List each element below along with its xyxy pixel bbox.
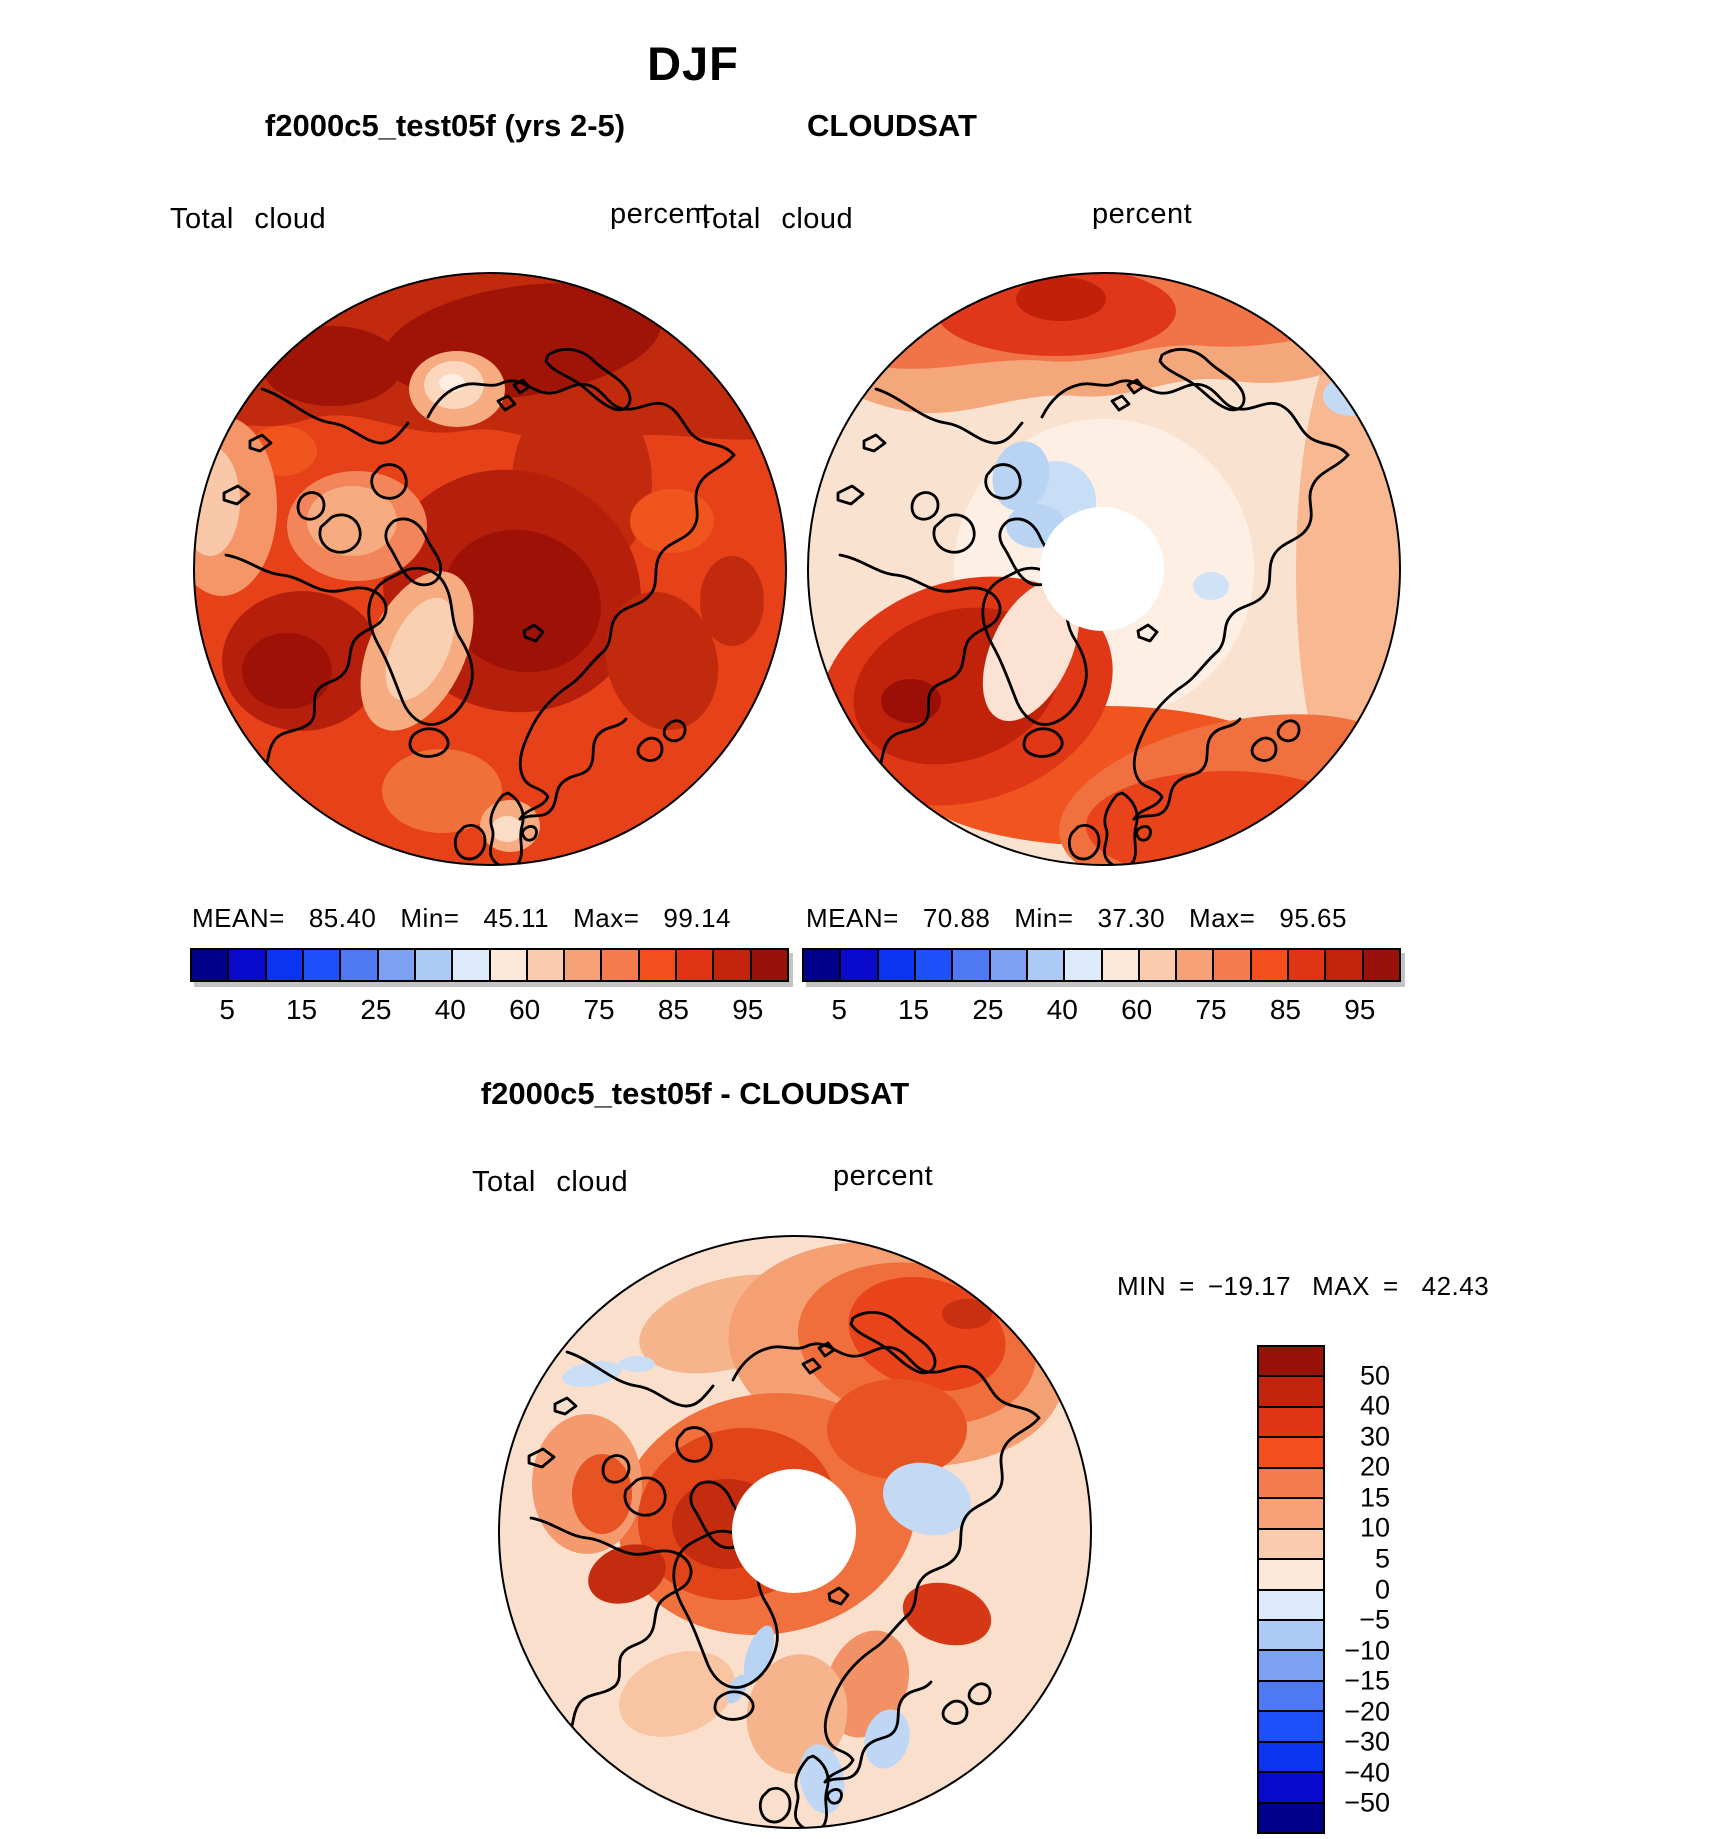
diff-map	[497, 1234, 1093, 1830]
stat-label: MEAN=	[806, 903, 899, 933]
tick-label: −15	[1344, 1665, 1390, 1696]
colorbar-cell	[1259, 1619, 1323, 1649]
colorbar-cell	[1259, 1375, 1323, 1405]
colorbar-cell	[712, 950, 749, 980]
colorbar-cell	[1138, 950, 1175, 980]
stat-label: Min=	[1014, 903, 1074, 933]
colorbar-cell	[451, 950, 488, 980]
colorbar-cell	[414, 950, 451, 980]
tick-label: −20	[1344, 1696, 1390, 1727]
tick-label: 40	[1359, 1390, 1390, 1421]
colorbar-cell	[1259, 1741, 1323, 1771]
min-label: MIN	[1117, 1271, 1167, 1301]
tick-label: 95	[1344, 994, 1376, 1025]
colorbar-cell	[1063, 950, 1100, 980]
obs-panel-title: CLOUDSAT	[807, 108, 977, 143]
max-label: MAX	[1312, 1271, 1370, 1301]
tick-label: 75	[1195, 994, 1227, 1025]
colorbar-cell	[877, 950, 914, 980]
tick-label: 5	[1374, 1543, 1390, 1574]
colorbar-cell	[1259, 1771, 1323, 1801]
stat-label: MEAN=	[192, 903, 285, 933]
colorbar-cell	[951, 950, 988, 980]
tick-label: −30	[1344, 1726, 1390, 1757]
diff-minmax-row	[1117, 1271, 1489, 1302]
tick-label: 15	[285, 994, 318, 1025]
model-map	[192, 271, 788, 867]
tick-label: 95	[732, 994, 764, 1025]
obs-units-label: percent	[1092, 198, 1193, 230]
tick-label: −10	[1344, 1635, 1390, 1666]
colorbar-cell	[1259, 1528, 1323, 1558]
model-field-label: Total cloud	[170, 203, 327, 235]
equals-sign: =	[1179, 1271, 1195, 1301]
diff-colorbar	[1257, 1345, 1325, 1834]
max-value: 42.43	[1421, 1271, 1490, 1301]
colorbar-cell	[600, 950, 637, 980]
colorbar-cell	[1259, 1802, 1323, 1832]
stat-label: Max=	[573, 903, 640, 933]
tick-label: 60	[509, 994, 541, 1025]
colorbar-cell	[1287, 950, 1324, 980]
tick-label: 85	[1269, 994, 1302, 1025]
stat-label: Max=	[1189, 903, 1256, 933]
model-units-label: percent	[610, 198, 711, 230]
tick-label: 10	[1359, 1512, 1390, 1543]
colorbar-cell	[265, 950, 302, 980]
tick-label: −50	[1344, 1787, 1390, 1818]
tick-label: 50	[1359, 1360, 1390, 1391]
stat-value: 85.40	[308, 903, 377, 933]
colorbar-cell	[1362, 950, 1399, 980]
colorbar-cell	[1259, 1497, 1323, 1527]
colorbar-cell	[1259, 1710, 1323, 1740]
colorbar-cell	[1259, 1558, 1323, 1588]
tick-label: −5	[1359, 1604, 1390, 1635]
obs-map	[806, 271, 1402, 867]
model-colorbar	[190, 948, 789, 982]
tick-label: 20	[1359, 1451, 1390, 1482]
tick-label: 5	[219, 994, 235, 1025]
colorbar-cell	[1324, 950, 1361, 980]
diff-field-label: Total cloud	[472, 1166, 629, 1198]
tick-label: 5	[831, 994, 847, 1025]
obs-colorbar	[802, 948, 1401, 982]
colorbar-cell	[1175, 950, 1212, 980]
colorbar-cell	[638, 950, 675, 980]
model-colorbar-ticks	[190, 994, 785, 1026]
colorbar-cell	[914, 950, 951, 980]
equals-sign: =	[1382, 1271, 1399, 1301]
colorbar-cell	[1212, 950, 1249, 980]
colorbar-cell	[1259, 1649, 1323, 1679]
colorbar-cell	[1250, 950, 1287, 980]
tick-label: 25	[972, 994, 1004, 1025]
colorbar-cell	[750, 950, 787, 980]
tick-label: −40	[1344, 1757, 1390, 1788]
tick-label: 60	[1121, 994, 1153, 1025]
tick-label: 75	[583, 994, 615, 1025]
min-value: −19.17	[1207, 1271, 1292, 1301]
obs-field-label: Total cloud	[697, 203, 854, 235]
tick-label: 30	[1359, 1421, 1390, 1452]
colorbar-cell	[1259, 1347, 1323, 1375]
season-title: DJF	[647, 37, 739, 90]
colorbar-cell	[839, 950, 876, 980]
stat-value: 70.88	[922, 903, 991, 933]
tick-label: 15	[897, 994, 930, 1025]
colorbar-cell	[804, 950, 839, 980]
diff-colorbar-ticks	[1334, 1345, 1390, 1834]
colorbar-cell	[563, 950, 600, 980]
colorbar-cell	[227, 950, 264, 980]
colorbar-cell	[1259, 1406, 1323, 1436]
tick-label: 85	[657, 994, 690, 1025]
colorbar-cell	[192, 950, 227, 980]
model-stats-row	[192, 903, 731, 934]
obs-colorbar-ticks	[802, 994, 1397, 1026]
tick-label: 40	[434, 994, 466, 1025]
stat-value: 99.14	[663, 903, 731, 933]
colorbar-cell	[1259, 1436, 1323, 1466]
obs-stats-row	[806, 903, 1347, 934]
stat-value: 45.11	[483, 903, 550, 933]
diff-units-label: percent	[833, 1160, 934, 1192]
colorbar-cell	[675, 950, 712, 980]
pole-no-data-hole	[1040, 507, 1164, 631]
colorbar-cell	[1026, 950, 1063, 980]
colorbar-cell	[377, 950, 414, 980]
diff-panel-title: f2000c5_test05f - CLOUDSAT	[480, 1076, 910, 1111]
colorbar-cell	[1259, 1680, 1323, 1710]
colorbar-cell	[1259, 1589, 1323, 1619]
tick-label: 40	[1046, 994, 1078, 1025]
colorbar-cell	[526, 950, 563, 980]
colorbar-cell	[989, 950, 1026, 980]
tick-label: 15	[1359, 1482, 1390, 1513]
stat-label: Min=	[400, 903, 460, 933]
model-panel-title: f2000c5_test05f (yrs 2-5)	[264, 108, 626, 143]
colorbar-cell	[489, 950, 526, 980]
colorbar-cell	[1101, 950, 1138, 980]
colorbar-cell	[1259, 1467, 1323, 1497]
colorbar-cell	[339, 950, 376, 980]
pole-no-data-hole	[732, 1469, 856, 1593]
tick-label: 0	[1374, 1574, 1390, 1604]
tick-label: 25	[360, 994, 392, 1025]
stat-value: 95.65	[1279, 903, 1347, 933]
stat-value: 37.30	[1097, 903, 1166, 933]
colorbar-cell	[302, 950, 339, 980]
